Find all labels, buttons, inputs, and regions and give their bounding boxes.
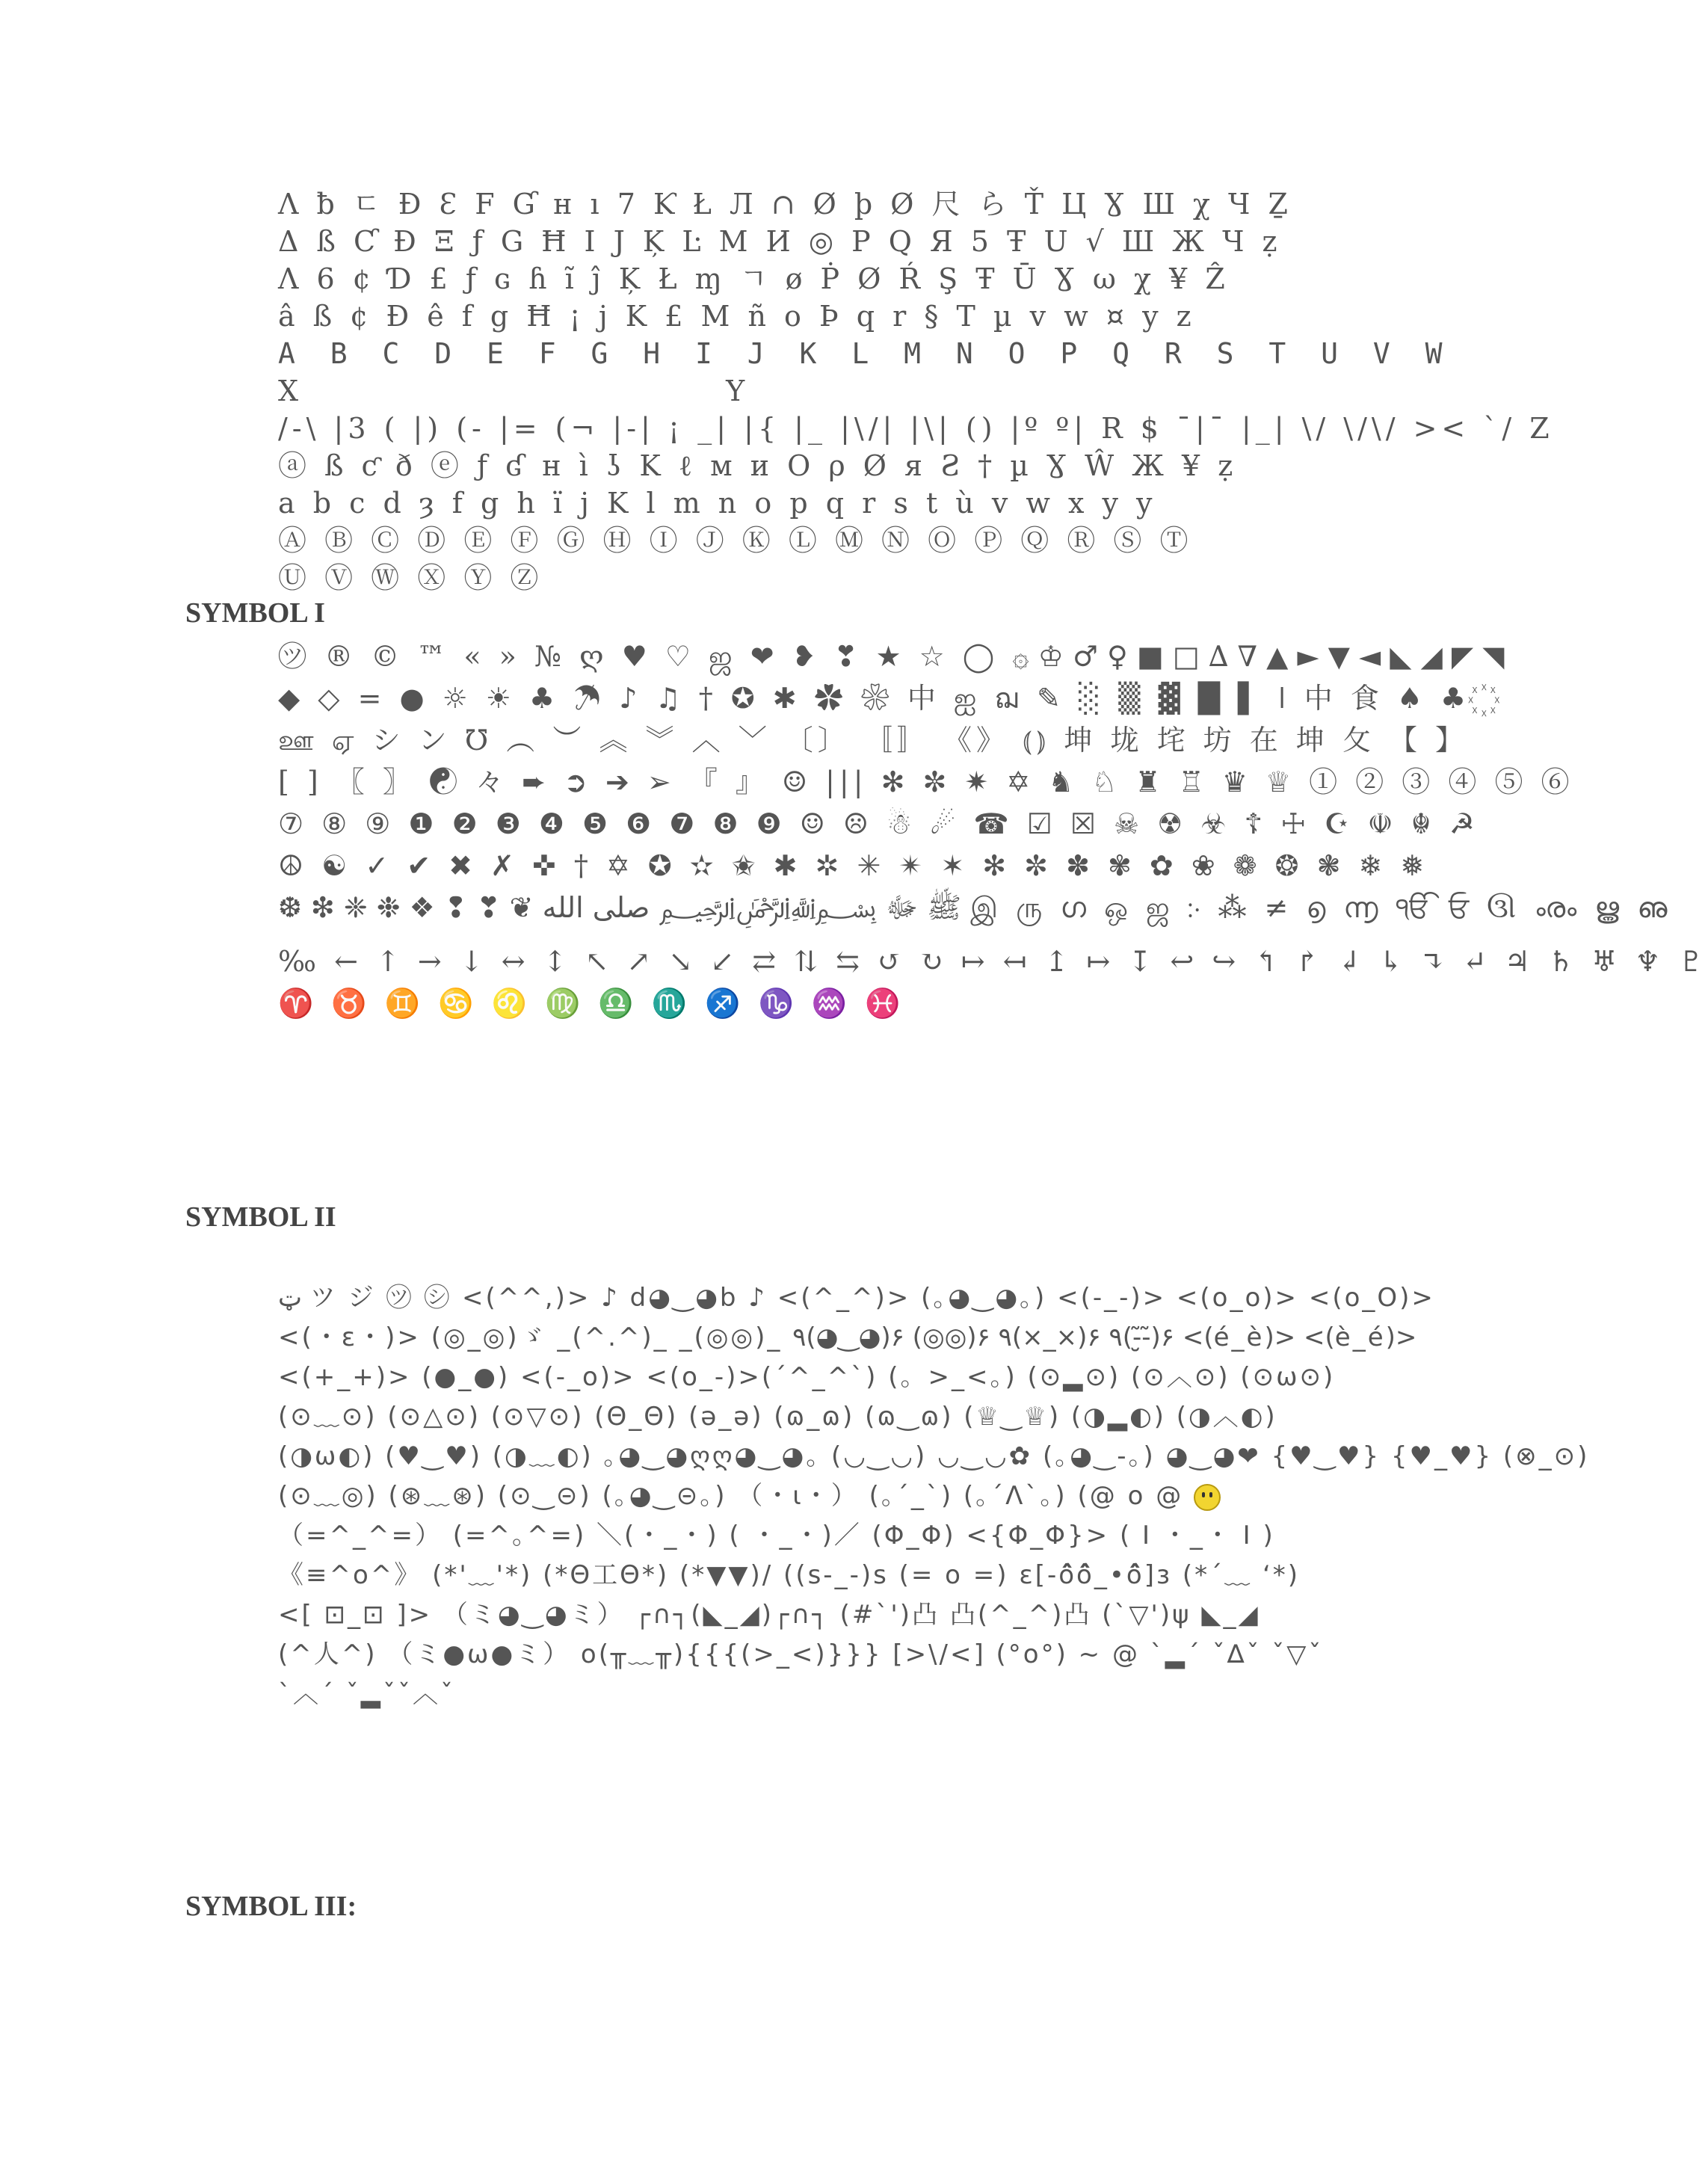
symbol-line: ‰ ← ↑ → ↓ ↔ ↕ ↖ ↗ ↘ ↙ ⇄ ⇅ ⇆ ↺ ↻ ↦ ↤ ↥ ↦ ↧ ↩ ↪ ↰ ↱ ↲ ↳ ↴ ↵ ♃ ♄ ♅ ♆ ♇ [278, 945, 1708, 978]
alphabet-line: ⓐ ß ƈ ð ⓔ ƒ ʛ ʜ ì ʖ K ℓ м и Ο ρ Ø я Ƨ † µ Ɣ Ŵ Ж ¥ ẓ [278, 449, 1238, 482]
emoticon-line: `︿´ ˇ▂ˇˇ︿ˇ [278, 1679, 455, 1709]
emoticon-line: ټ ツ ジ ㋡ ㋛ <(^^,)> ♪ d◕‿◕b ♪ <(^_^)> (｡◕‿◕｡) <(-_-)> <(o_o)> <(o_O)> [278, 1283, 1435, 1313]
symbol2-heading: SYMBOL II [185, 1201, 336, 1233]
symbol-line: ⑦ ⑧ ⑨ ❶ ❷ ❸ ❹ ❺ ❻ ❼ ❽ ❾ ☺ ☹ ☃ ☄ ☎ ☑ ☒ ☠ ☢ ☣ ☦ ☩ ☪ ☫ ☬ ☭ [278, 807, 1479, 840]
symbol-line: ◆ ◇ = ● ☼ ☀ ♣ ☂ ♪ ♫ † ✪ ✱ ✿ ❀ 中 ஐ ฌ ✎ ░ ▒ ▓ █ ▌ ǀ 中 食 ♠ ♣ ꙰ [278, 682, 1489, 715]
alphabet-line-circled: Ⓤ Ⓥ Ⓦ Ⓧ Ⓨ Ⓩ [278, 561, 543, 594]
smiley-face-icon [1194, 1484, 1221, 1511]
symbol-line: ♈ ♉ ♊ ♋ ♌ ♍ ♎ ♏ ♐ ♑ ♒ ♓ [278, 987, 905, 1020]
alphabet-line: Δ ß Ƈ Ð Ξ ƒ G Ħ I J Ķ Ŀ M И ◎ P Q Я 5 Ŧ U √ Ш Ж Ч ẓ [278, 225, 1282, 258]
emoticon-text: (⊙﹏◎) (⊛﹏⊛) (⊙‿⊝) (｡◕‿⊝｡) （・ι・） (｡´_`) (｡´Λ`｡) (@ o @ [278, 1481, 1184, 1511]
emoticon-line: （=^_^=） (=^｡^=) ＼(・_・) ( ・_・)／ (Φ_Φ) <{Φ_Φ}> ( I ・_・ I ) [278, 1521, 1275, 1550]
symbol-line: ㋡ ® © ™ « » № ღ ♥ ♡ ஜ ❤ ❥ ❣ ★ ☆ ◯ ۞ ♔ ♂ ♀ ■ □ ∆ ∇ ▲ ► ▼ ◄ ◣ ◢ ◤ ◥ [278, 640, 1505, 673]
alphabet-block [278, 185, 1554, 597]
emoticon-line: <[ ⊡_⊡ ]> （ミ◕‿◕ミ） ┌∩┐(◣_◢)┌∩┐ (#`')凸 凸(^_^)凸 (`▽')ψ ◣_◢ [278, 1600, 1260, 1630]
alphabet-line: Λ 6 ¢ Ɗ £ ƒ ɢ ɦ ĩ ĵ Ķ Ł ɱ ㄱ ø Ṗ Ø Ŕ Ş Ŧ Ū Ɣ ω χ ¥ Ẑ [278, 262, 1230, 295]
emoticon-line: <(+_+)> (●_●) <(-_o)> <(o_-)>(´^_^`) (。>_<。) (⊙▂⊙) (⊙︿⊙) (⊙ω⊙) [278, 1362, 1336, 1392]
alphabet-line: â ß ¢ Ð ê f g Ħ ¡ j K £ M ñ o Þ q r § T µ v w ¤ y z [278, 300, 1196, 333]
symbol2-block [278, 1278, 1590, 1714]
emoticon-line: 《≡^o^》 (*'﹏'*) (*Θ工Θ*) (*▼▼)/ ((s-_-)s (= o =) ε[-ô̂ô̂_•ô̂]з (*´﹏ ‘*) [278, 1560, 1301, 1590]
emoticon-line: (^人^) （ミ●ω●ミ） o(╥﹏╥){{{(>_<)}}} [>\/<] (°o°) ~ @ `▂´ ˇ∆ˇ ˇ▽ˇ [278, 1639, 1324, 1669]
emoticon-line: (◑ω◐) (♥‿♥) (◑﹏◐) ｡◕‿◕ღღ◕‿◕｡ (◡‿◡) ◡‿◡✿ (｡◕‿-｡) ◕‿◕❤ {♥‿♥} {♥_♥} (⊗_⊙) [278, 1441, 1590, 1471]
emoticon-line [278, 1476, 1344, 1516]
symbol-line: [ ] 〖 〗 ☯ 々 ➨ ➲ ➔ ➢ 『 』 ☺ ||| ✻ ✼ ✷ ✡ ♞ ♘ ♜ ♖ ♛ ♕ ① ② ③ ④ ⑤ ⑥ [278, 766, 1574, 798]
alphabet-line: X Y [278, 375, 955, 407]
alphabet-line-circled: Ⓐ Ⓑ Ⓒ Ⓓ Ⓔ Ⓕ Ⓖ Ⓗ Ⓘ Ⓙ Ⓚ Ⓛ Ⓜ Ⓝ Ⓞ Ⓟ Ⓠ Ⓡ Ⓢ Ⓣ [278, 524, 1193, 557]
symbol-line: ஊ ஏ シ ン ℧ ︵ ︶ ︽ ︾ ︿ ﹀ 〔〕 〚〛 《》 ⦅⦆ 坤 垅 垞 坊 在 坤 攵 【 】 [278, 724, 1469, 757]
emoticon-line: <(・ε・)> (◎_◎)ゞ _(^.^)_ _(◎◎)_ ٩(◕‿◕)۶ (◎◎)۶ ٩(×_×)۶ ٩(-̮̮̃-̃)۶ <(é_è)> <(è_é)> [278, 1322, 1417, 1352]
alphabet-line: /-\ |3 ( |) (- |= (¬ |-| ¡ _| |{ |_ |\/| |\| () |º º| R $ ¯|¯ |_| \/ \/\/ >< `/ Z [278, 412, 1554, 445]
alphabet-line: Λ ƀ ㄷ Ð Ɛ F Ɠ ʜ ı 7 Ƙ Ł Л ∩ Ø þ Ø 尺 ら Ť Ц Ɣ Ш χ Ч Ẕ [278, 188, 1292, 221]
symbol-line: ☮ ☯ ✓ ✔ ✖ ✗ ✜ † ✡ ✪ ✫ ✬ ✱ ✲ ✳ ✴ ✶ ✻ ✼ ✽ ✾ ✿ ❀ ❁ ❂ ❃ ❄ ❅ [278, 849, 1429, 882]
symbol1-block [278, 635, 1708, 1024]
alphabet-line-outline: A B C D E F G H I J K L M N O P Q R S T U V W [278, 337, 1452, 370]
symbol3-heading: SYMBOL III: [185, 1891, 357, 1922]
symbol-line: ❆ ❇ ❈ ❉ ❖ ❢ ❣ ❦ ﷺ ﷻ ﷽ صلى الله இ ரு ഗ ஒ ஜ ჻ ⁂ ≠ ൭ ൬ ੴ ਓ ઊ ൟ ൠ ഌ [278, 891, 1672, 924]
alphabet-line: a b c d ȝ f g h ï j K l m n o p q r s t ù v w x y y [278, 487, 1157, 520]
symbol1-heading: SYMBOL I [185, 597, 325, 629]
emoticon-line: (⊙﹏⊙) (⊙△⊙) (⊙▽⊙) (Θ_Θ) (ə_ə) (ɷ_ɷ) (ɷ‿ɷ) (♕‿♕) (◑▂◐) (◑︿◐) [278, 1402, 1277, 1432]
